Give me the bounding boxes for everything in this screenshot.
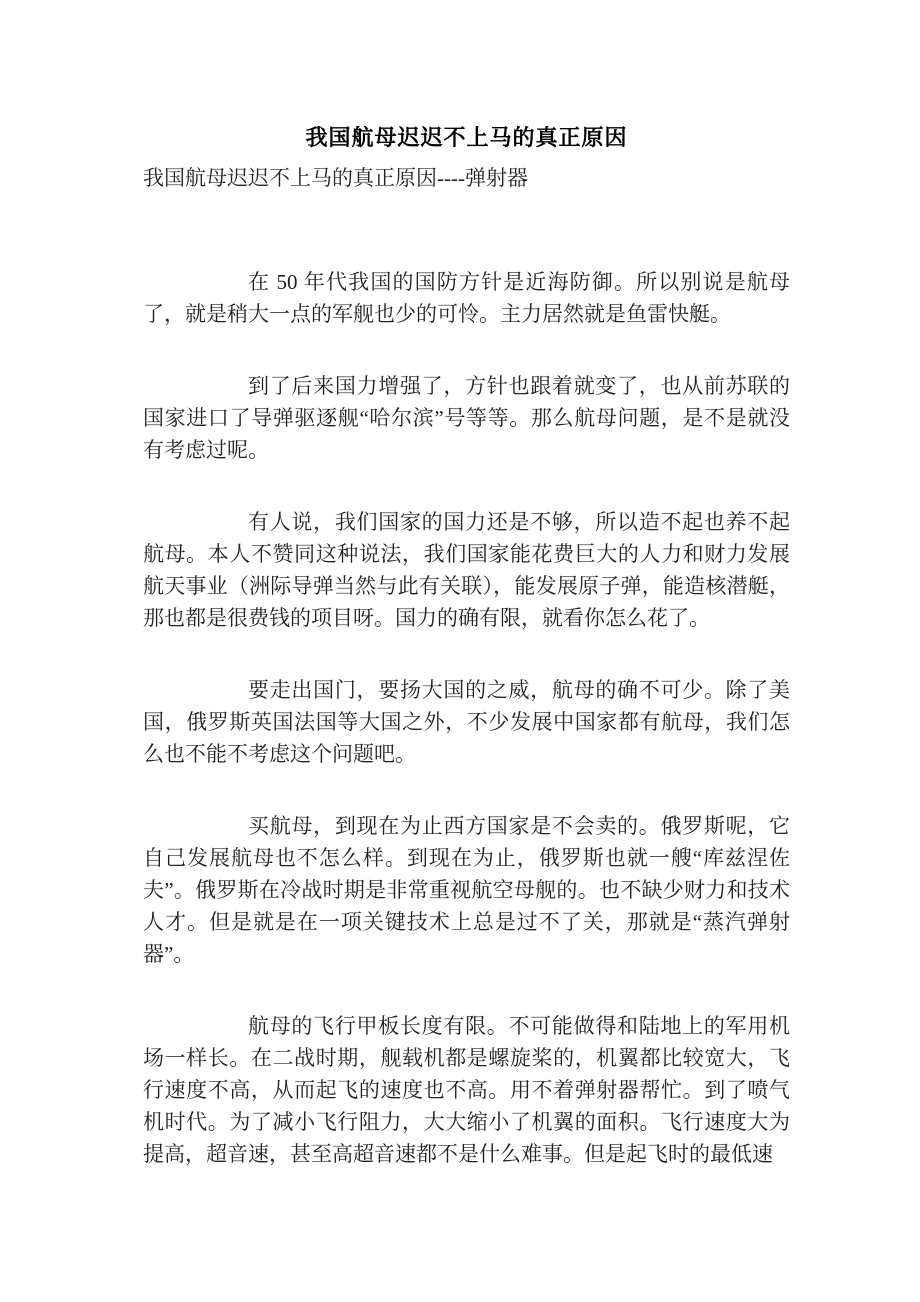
- paragraph-imported-destroyers: 到了后来国力增强了，方针也跟着就变了，也从前苏联的国家进口了导弹驱逐舰“哈尔滨”号等等。那么航母问题，是不是就没有考虑过呢。: [143, 374, 790, 462]
- paragraph-russia-catapult: 买航母，到现在为止西方国家是不会卖的。俄罗斯呢，它自己发展航母也不怎么样。到现在为止，俄罗斯也就一艘“库兹涅佐夫”。俄罗斯在冷战时期是非常重视航空母舰的。也不缺少财力和技术人才。但是就是在一项关键技术上总是过不了关，那就是“蒸汽弹射器”。: [143, 814, 790, 966]
- paragraph-flight-deck-length: 航母的飞行甲板长度有限。不可能做得和陆地上的军用机场一样长。在二战时期，舰载机都是螺旋桨的，机翼都比较宽大，飞行速度不高，从而起飞的速度也不高。用不着弹射器帮忙。到了喷气机时代。为了减小飞行阻力，大大缩小了机翼的面积。飞行速度大为提高，超音速，甚至高超音速都不是什么难事。但是起飞时的最低速: [143, 1014, 790, 1166]
- document-title: 我国航母迟迟不上马的真正原因: [305, 125, 628, 150]
- paragraph-national-strength: 有人说，我们国家的国力还是不够，所以造不起也养不起航母。本人不赞同这种说法，我们国家能花费巨大的人力和财力发展航天事业（洲际导弹当然与此有关联），能发展原子弹，能造核潜艇，那也都是很费钱的项目呀。国力的确有限，就看你怎么花了。: [143, 510, 790, 630]
- document-subtitle: 我国航母迟迟不上马的真正原因----弹射器: [143, 166, 528, 190]
- paragraph-great-power-prestige: 要走出国门，要扬大国的之威，航母的确不可少。除了美国，俄罗斯英国法国等大国之外，不少发展中国家都有航母，我们怎么也不能不考虑这个问题吧。: [143, 678, 790, 766]
- paragraph-naval-policy-1950s: 在 50 年代我国的国防方针是近海防御。所以别说是航母了，就是稍大一点的军舰也少的可怜。主力居然就是鱼雷快艇。: [143, 270, 790, 326]
